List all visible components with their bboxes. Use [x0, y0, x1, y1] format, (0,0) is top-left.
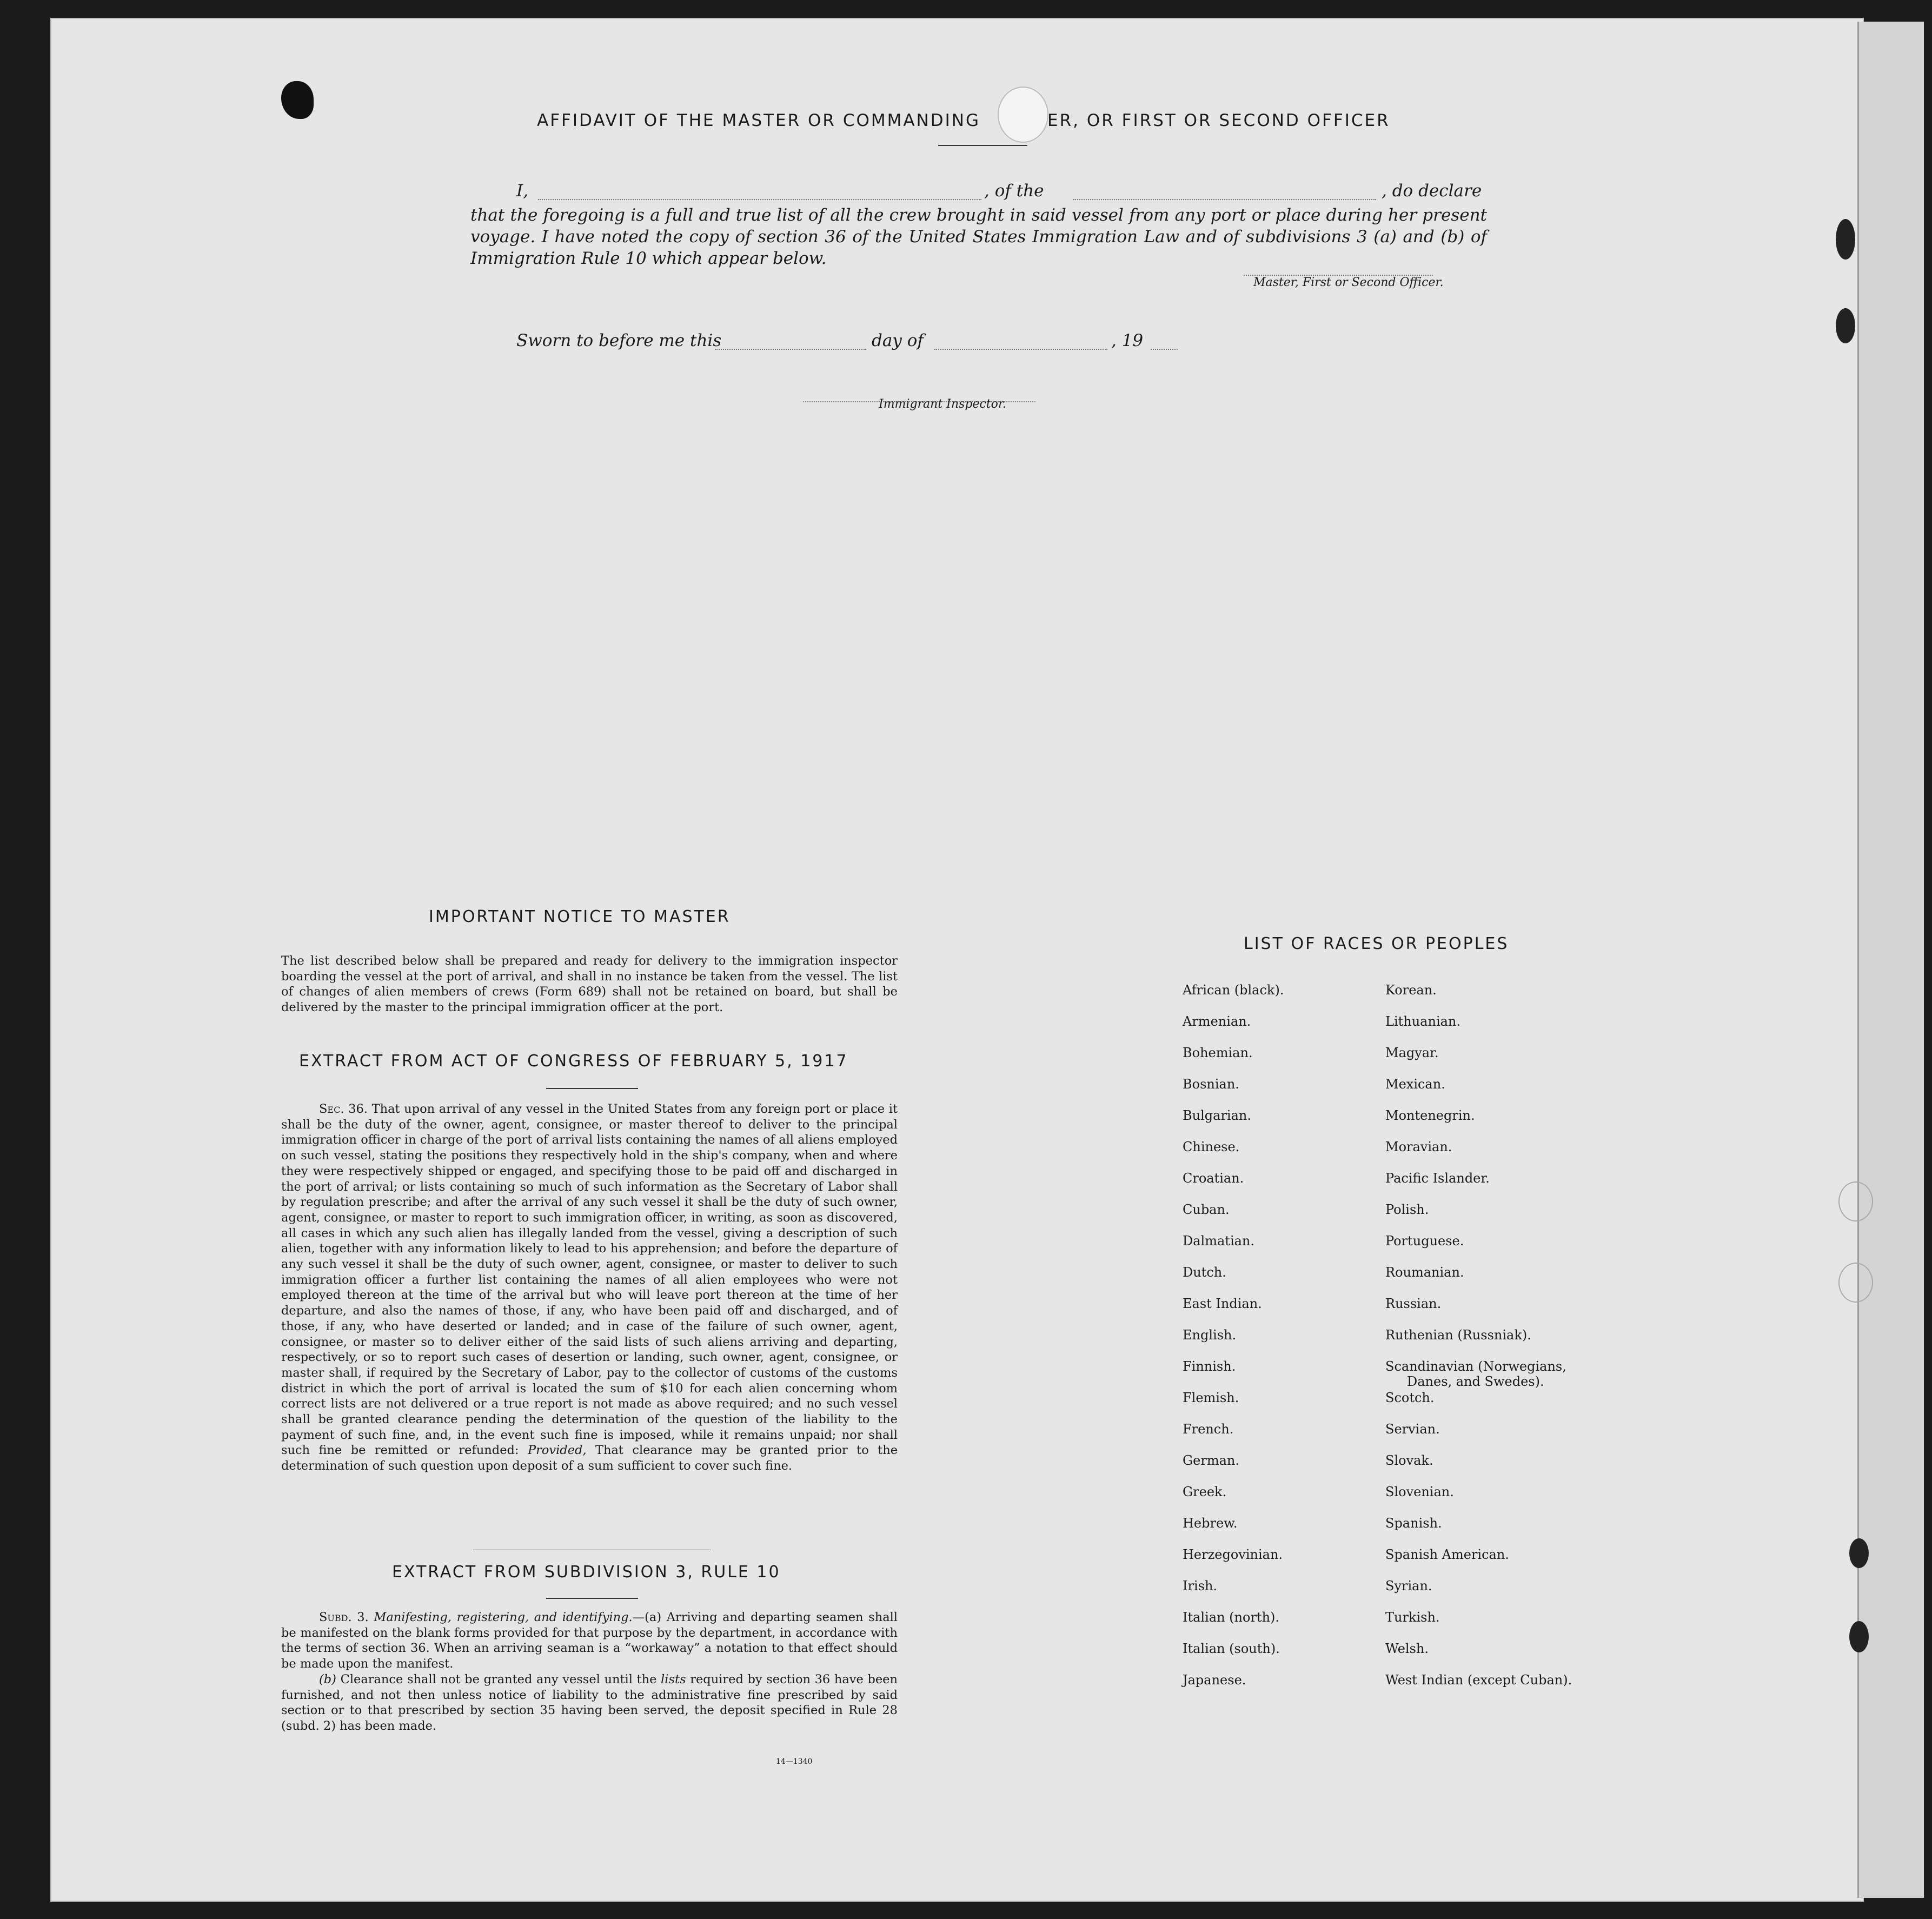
affidavit-title-continued: ER, OR FIRST OR SECOND OFFICER: [1047, 111, 1390, 130]
race-item-scandinavian-cont: Danes, and Swedes).: [1407, 1374, 1544, 1389]
affidavit-of-the: , of the: [984, 181, 1044, 201]
race-item: Bohemian.: [1183, 1045, 1253, 1060]
punch-hole: [1838, 1263, 1873, 1303]
race-item: Hebrew.: [1183, 1516, 1238, 1531]
race-item: Turkish.: [1385, 1610, 1440, 1625]
race-item: Japanese.: [1183, 1672, 1246, 1688]
affidavit-i: I,: [516, 181, 529, 201]
act-rule: [546, 1088, 638, 1089]
race-item: Italian (north).: [1183, 1610, 1280, 1625]
race-item: [1385, 1359, 1572, 1390]
race-item: West Indian (except Cuban).: [1385, 1672, 1572, 1688]
races-left-column: [1183, 982, 1284, 1704]
act-body: That upon arrival of any vessel in the United States from any foreign port or place it shall be the duty of the owner, agent, consignee, or master thereof to deliver to the principal immigration officer in charge of the port of arrival lists containing the names of all aliens employed on such vessel, stating the positions they respectively hold in the ship's company, when and where they were respectively shipped or engaged, and specifying those to be paid off and discharged in the port of arrival; or lists containing so much of such information as the Secretary of Labor shall by regulation prescribe; and after the arrival of any such vessel it shall be the duty of such owner, agent, consignee, or master to report to such immigration officer, in writing, as soon as discovered, all cases in which any such alien has illegally landed from the vessel, giving a description of such alien, together with any information likely to lead to his apprehension; and before the departure of any such vessel it shall be the duty of such owner, agent, consignee, or master to deliver to such immigration officer a further list containing the names of all alien employees who were not employed thereon at the time of the arrival but who will leave port thereon at the time of her departure, and also the names of those, if any, who have been paid off and discharged, and of those, if any, who have deserted or landed; and in case of the failure of such owner, agent, consignee, or master so to deliver either of the said lists of such aliens arriving and departing, respectively, or so to report such cases of desertion or landing, such owner, agent, consignee, or master shall, if required by the Secretary of Labor, pay to the collector of customs of the customs district in which the port of arrival is located the sum of $10 for each alien concerning whom correct lists are not delivered or a true report is not made as above required; and no such vessel shall be granted clearance pending the determination of the question of the liability to the payment of such fine, and, in the event such fine is imposed, while it remains unpaid; nor shall such fine be remitted or refunded:: [281, 1102, 898, 1458]
races-right-column: [1385, 982, 1572, 1704]
inspector-caption: Immigrant Inspector.: [879, 397, 1006, 411]
sworn-year-field[interactable]: [1151, 349, 1178, 350]
vessel-field-line[interactable]: [1073, 199, 1376, 200]
race-item: Montenegrin.: [1385, 1108, 1475, 1123]
race-item: Portuguese.: [1385, 1233, 1464, 1249]
rule-title: EXTRACT FROM SUBDIVISION 3, RULE 10: [392, 1563, 781, 1582]
race-item: Mexican.: [1385, 1077, 1445, 1092]
act-title: EXTRACT FROM ACT OF CONGRESS OF FEBRUARY 5, 1917: [299, 1052, 848, 1071]
race-item: East Indian.: [1183, 1296, 1262, 1311]
lists-word: lists: [661, 1672, 686, 1686]
signature-caption: Master, First or Second Officer.: [1253, 276, 1444, 289]
year-text: , 19: [1111, 331, 1144, 350]
sworn-text: Sworn to before me this: [516, 331, 722, 350]
race-item: Scotch.: [1385, 1390, 1435, 1405]
subd-heading: Manifesting, registering, and identifying.: [374, 1610, 633, 1624]
race-item: Pacific Islander.: [1385, 1171, 1490, 1186]
race-item: Welsh.: [1385, 1641, 1429, 1656]
name-field-line[interactable]: [538, 199, 981, 200]
race-item: Herzegovinian.: [1183, 1547, 1283, 1562]
race-item: Slovak.: [1385, 1453, 1433, 1468]
race-item: Polish.: [1385, 1202, 1429, 1217]
title-rule: [938, 145, 1027, 146]
race-item: Dalmatian.: [1183, 1233, 1255, 1249]
rule-b-text-1: Clearance shall not be granted any vessel until the: [340, 1672, 657, 1686]
punch-hole: [1849, 1621, 1869, 1652]
rule-title-rule: [546, 1598, 638, 1599]
race-item: African (black).: [1183, 982, 1284, 998]
act-body-end: That clearance may be granted prior to the determination of such question upon deposit of a sum sufficient to cover such fine.: [281, 1443, 898, 1473]
race-item: Bulgarian.: [1183, 1108, 1251, 1123]
race-item: Dutch.: [1183, 1265, 1226, 1280]
race-item: Bosnian.: [1183, 1077, 1239, 1092]
race-item: Greek.: [1183, 1484, 1227, 1499]
race-item: Chinese.: [1183, 1139, 1240, 1154]
rule-b-text-2: required by section 36 have been furnished, and not then unless notice of liability to the administrative fine prescribed by said section or to that prescribed by section 35 having been served, the deposit specified in Rule 28 (subd. 2) has been made.: [281, 1672, 898, 1734]
punch-hole: [1836, 219, 1855, 260]
punch-hole: [1838, 1181, 1873, 1221]
race-item: Irish.: [1183, 1578, 1218, 1593]
sworn-day-field[interactable]: [715, 349, 866, 350]
race-item: Flemish.: [1183, 1390, 1239, 1405]
notice-text: The list described below shall be prepared and ready for delivery to the immigration inspector boarding the vessel at the port of arrival, and shall in no instance be taken from the vessel. The list of changes of alien members of crews (Form 689) shall not be retained on board, but shall be delivered by the master to the principal immigration officer at the port.: [281, 954, 898, 1015]
act-text: [281, 1101, 898, 1474]
race-item: Magyar.: [1385, 1045, 1439, 1060]
race-item: Finnish.: [1183, 1359, 1236, 1374]
race-item: German.: [1183, 1453, 1239, 1468]
punch-hole: [1849, 1538, 1869, 1568]
section-label: Sec. 36.: [319, 1102, 368, 1116]
race-item: English.: [1183, 1327, 1237, 1343]
race-item: Cuban.: [1183, 1202, 1230, 1217]
race-item: Servian.: [1385, 1422, 1440, 1437]
race-item: French.: [1183, 1422, 1234, 1437]
races-title: LIST OF RACES OR PEOPLES: [1244, 934, 1509, 953]
subd-label: Subd. 3.: [319, 1610, 369, 1624]
race-item: Korean.: [1385, 982, 1437, 998]
race-item: Lithuanian.: [1385, 1014, 1461, 1029]
sworn-month-field[interactable]: [934, 349, 1107, 350]
notice-title: IMPORTANT NOTICE TO MASTER: [429, 907, 731, 926]
race-item: Roumanian.: [1385, 1265, 1464, 1280]
rule-para-a: [281, 1610, 898, 1672]
race-item-scandinavian: Scandinavian (Norwegians,: [1385, 1359, 1566, 1374]
race-item: Ruthenian (Russniak).: [1385, 1327, 1531, 1343]
rule-a-text: —(a) Arriving and departing seamen shall be manifested on the blank forms provided for that purpose by the department, in accordance with the terms of section 36. When an arriving seaman is a “workaway” a notation to that effect should be made upon the manifest.: [281, 1610, 898, 1671]
day-of-text: day of: [872, 331, 924, 350]
provided-word: Provided,: [527, 1443, 587, 1458]
form-number: 14—1340: [776, 1757, 813, 1766]
race-item: Russian.: [1385, 1296, 1442, 1311]
affidavit-text: that the foregoing is a full and true list of all the crew brought in said vessel from any port or place during her present voyage. I have noted the copy of section 36 of the United States Immigration Law and of subdivisions 3 (a) and (b) of Immigration Rule 10 which appear below.: [470, 205, 1487, 268]
race-item: Syrian.: [1385, 1578, 1432, 1593]
race-item: Italian (south).: [1183, 1641, 1280, 1656]
punch-hole: [1836, 308, 1855, 343]
affidavit-title: AFFIDAVIT OF THE MASTER OR COMMANDING: [537, 111, 980, 130]
race-item: Spanish.: [1385, 1516, 1442, 1531]
underlying-page-edge: [1857, 22, 1924, 1898]
b-label: (b): [319, 1672, 336, 1686]
race-item: Armenian.: [1183, 1014, 1251, 1029]
torn-patch: [998, 87, 1048, 143]
race-item: Moravian.: [1385, 1139, 1452, 1154]
race-item: Spanish American.: [1385, 1547, 1509, 1562]
rule-para-b: [281, 1672, 898, 1734]
affidavit-declare: , do declare: [1382, 181, 1482, 201]
race-item: Croatian.: [1183, 1171, 1244, 1186]
race-item: Slovenian.: [1385, 1484, 1454, 1499]
